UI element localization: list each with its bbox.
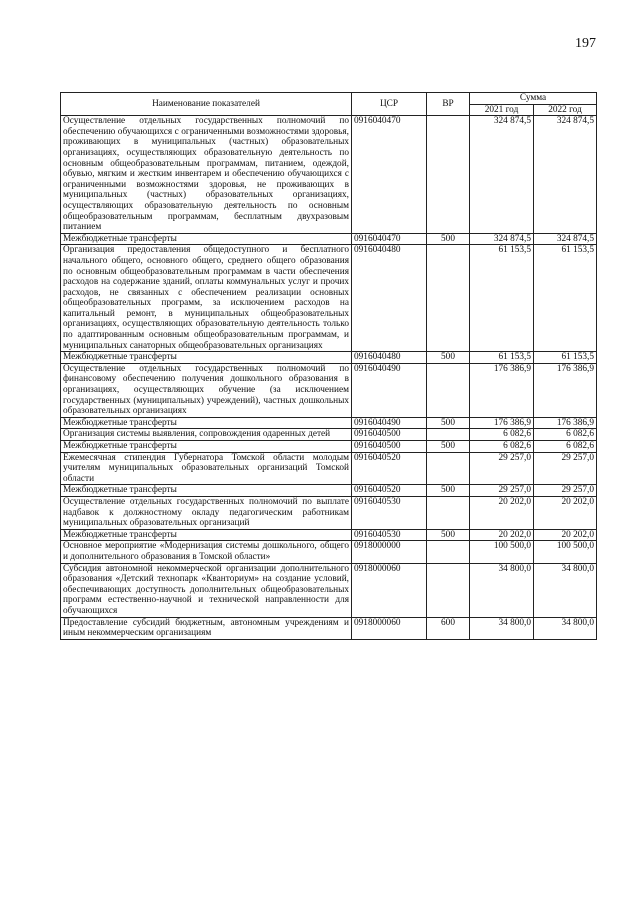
row-sum-2022: 20 202,0 <box>534 496 597 529</box>
table-row <box>61 541 597 563</box>
row-code: 0916040480 <box>352 352 427 364</box>
row-vr <box>427 452 470 485</box>
table-row <box>61 485 597 497</box>
row-sum-2022: 34 800,0 <box>534 563 597 617</box>
row-vr <box>427 563 470 617</box>
row-vr <box>427 116 470 234</box>
row-sum-2021: 29 257,0 <box>470 452 534 485</box>
row-name: Предоставление субсидий бюджетным, автономным учреждениям и иным некоммерческим организациям <box>61 617 352 639</box>
row-vr <box>427 363 470 417</box>
row-name: Организация системы выявления, сопровождения одаренных детей <box>61 429 352 441</box>
row-sum-2021: 34 800,0 <box>470 617 534 639</box>
row-sum-2021: 6 082,6 <box>470 429 534 441</box>
row-code: 0918000060 <box>352 617 427 639</box>
budget-table <box>60 92 597 640</box>
row-name: Межбюджетные трансферты <box>61 529 352 541</box>
row-sum-2022: 324 874,5 <box>534 233 597 245</box>
row-name: Субсидия автономной некоммерческой организации дополнительного образования «Детский технопарк «Кванториум» на создание условий, обеспечивающих доступность дополнительных общеобразовательных программ естественно-научной и технической направленности для обучающихся <box>61 563 352 617</box>
row-sum-2022: 29 257,0 <box>534 452 597 485</box>
header-year-2021: 2021 год <box>470 104 534 116</box>
row-sum-2022: 20 202,0 <box>534 529 597 541</box>
row-vr: 600 <box>427 617 470 639</box>
row-code: 0916040470 <box>352 116 427 234</box>
row-name: Осуществление отдельных государственных полномочий по финансовому обеспечению получения дошкольного образования в организациях, осуществляющих обучение (за исключением государственных (муниципальных) учреждений), частных дошкольных образовательных организациях <box>61 363 352 417</box>
table-row <box>61 363 597 417</box>
table-row <box>61 563 597 617</box>
row-code: 0918000060 <box>352 563 427 617</box>
header-row <box>61 93 597 105</box>
row-sum-2022: 324 874,5 <box>534 116 597 234</box>
row-code: 0916040530 <box>352 496 427 529</box>
row-code: 0916040490 <box>352 363 427 417</box>
row-sum-2022: 6 082,6 <box>534 441 597 453</box>
row-sum-2021: 100 500,0 <box>470 541 534 563</box>
row-vr: 500 <box>427 441 470 453</box>
row-vr: 500 <box>427 417 470 429</box>
row-sum-2022: 61 153,5 <box>534 352 597 364</box>
table-row <box>61 496 597 529</box>
table-row <box>61 529 597 541</box>
row-vr <box>427 429 470 441</box>
row-sum-2022: 29 257,0 <box>534 485 597 497</box>
row-sum-2021: 20 202,0 <box>470 496 534 529</box>
row-code: 0916040530 <box>352 529 427 541</box>
row-name: Осуществление отдельных государственных полномочий по обеспечению обучающихся с ограниченными возможностями здоровья, проживающих в муниципальных (частных) образовательных организациях, осуществляющих образовательную деятельность по основным общеобразовательным программам, питанием, одеждой, обувью, мягким и жестким инвентарем и обеспечению обучающихся с ограниченными возможностями здоровья, не проживающих в муниципальных (частных) образовательных организациях, осуществляющих образовательную деятельность по основным общеобразовательным программам, бесплатным двухразовым питанием <box>61 116 352 234</box>
row-sum-2021: 20 202,0 <box>470 529 534 541</box>
row-code: 0916040480 <box>352 245 427 352</box>
header-name: Наименование показателей <box>61 93 352 116</box>
table-row <box>61 352 597 364</box>
row-sum-2021: 176 386,9 <box>470 363 534 417</box>
table-row <box>61 116 597 234</box>
row-sum-2022: 176 386,9 <box>534 363 597 417</box>
row-vr: 500 <box>427 233 470 245</box>
row-name: Основное мероприятие «Модернизация системы дошкольного, общего и дополнительного образования в Томской области» <box>61 541 352 563</box>
row-name: Межбюджетные трансферты <box>61 352 352 364</box>
header-year-2022: 2022 год <box>534 104 597 116</box>
row-sum-2021: 6 082,6 <box>470 441 534 453</box>
page-number: 197 <box>575 36 596 51</box>
row-code: 0916040470 <box>352 233 427 245</box>
row-sum-2022: 100 500,0 <box>534 541 597 563</box>
row-code: 0918000000 <box>352 541 427 563</box>
row-sum-2021: 61 153,5 <box>470 352 534 364</box>
row-vr: 500 <box>427 485 470 497</box>
row-name: Межбюджетные трансферты <box>61 233 352 245</box>
header-sum: Сумма <box>470 93 597 105</box>
row-sum-2021: 324 874,5 <box>470 233 534 245</box>
row-code: 0916040520 <box>352 485 427 497</box>
row-sum-2021: 34 800,0 <box>470 563 534 617</box>
row-name: Осуществление отдельных государственных полномочий по выплате надбавок к должностному окладу педагогическим работникам муниципальных образовательных организаций <box>61 496 352 529</box>
row-sum-2022: 34 800,0 <box>534 617 597 639</box>
table-row <box>61 417 597 429</box>
row-vr <box>427 245 470 352</box>
row-name: Межбюджетные трансферты <box>61 417 352 429</box>
row-sum-2021: 324 874,5 <box>470 116 534 234</box>
table-row <box>61 617 597 639</box>
row-sum-2021: 29 257,0 <box>470 485 534 497</box>
row-code: 0916040520 <box>352 452 427 485</box>
row-sum-2022: 6 082,6 <box>534 429 597 441</box>
row-sum-2022: 61 153,5 <box>534 245 597 352</box>
row-name: Организация предоставления общедоступного и бесплатного начального общего, основного общего, среднего общего образования по основным общеобразовательным программам в части обеспечения расходов на содержание зданий, оплаты коммунальных услуг и прочих расходов, не связанных с обеспечением реализации основных общеобразовательных программ, за исключением расходов на капитальный ремонт, в муниципальных общеобразовательных организациях, осуществляющих образовательную деятельность только по адаптированным основным общеобразовательным программам, и муниципальных санаторных общеобразовательных организациях <box>61 245 352 352</box>
row-vr <box>427 541 470 563</box>
table-row <box>61 233 597 245</box>
row-name: Межбюджетные трансферты <box>61 441 352 453</box>
table-row <box>61 441 597 453</box>
row-sum-2022: 176 386,9 <box>534 417 597 429</box>
row-name: Ежемесячная стипендия Губернатора Томской области молодым учителям муниципальных образовательных организаций Томской области <box>61 452 352 485</box>
row-code: 0916040500 <box>352 441 427 453</box>
row-vr: 500 <box>427 352 470 364</box>
table-row <box>61 245 597 352</box>
header-vr: ВР <box>427 93 470 116</box>
header-code: ЦСР <box>352 93 427 116</box>
row-code: 0916040500 <box>352 429 427 441</box>
row-sum-2021: 61 153,5 <box>470 245 534 352</box>
table-row <box>61 429 597 441</box>
row-vr: 500 <box>427 529 470 541</box>
row-code: 0916040490 <box>352 417 427 429</box>
row-vr <box>427 496 470 529</box>
row-sum-2021: 176 386,9 <box>470 417 534 429</box>
table-row <box>61 452 597 485</box>
row-name: Межбюджетные трансферты <box>61 485 352 497</box>
